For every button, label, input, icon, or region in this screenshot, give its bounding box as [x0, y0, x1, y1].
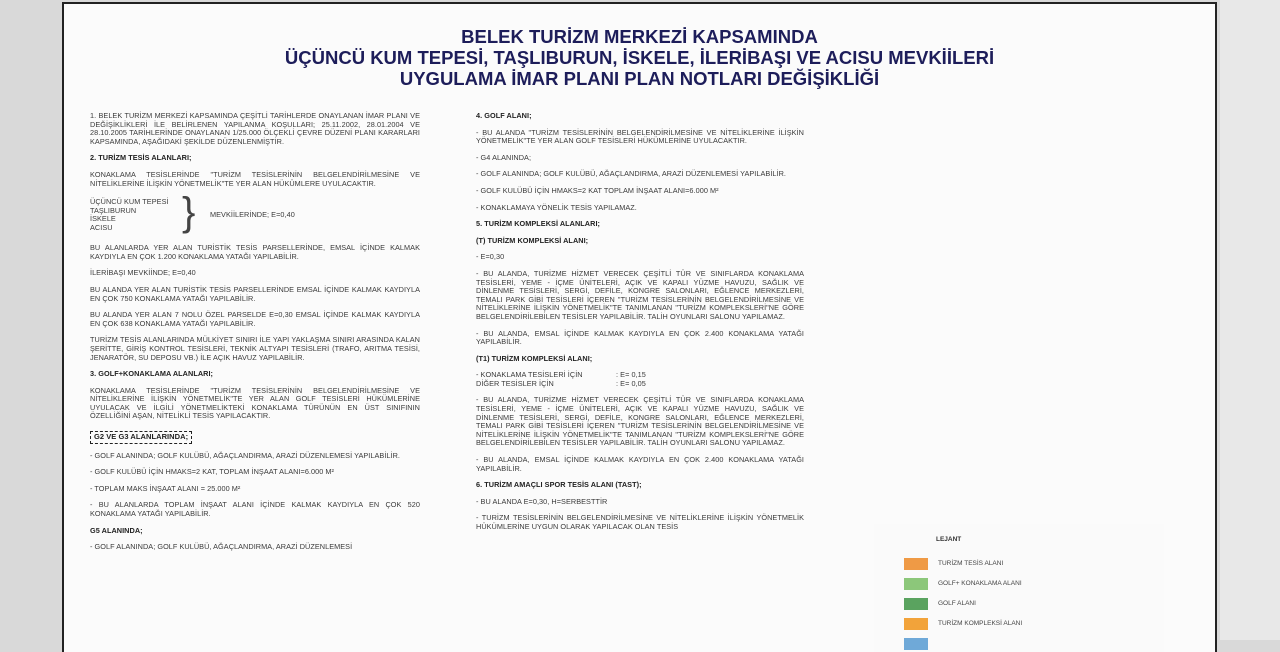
notes-column-left: [90, 112, 420, 560]
emsal-key: - KONAKLAMA TESİSLERİ İÇİN: [476, 370, 583, 380]
legend-title: LEJANT: [936, 536, 962, 543]
location-name: TAŞLIBURUN: [90, 205, 137, 215]
note-paragraph: KONAKLAMA TESİSLERİNDE "TURİZM TESİSLERİNİN BELGELENDİRİLMESİNE VE NİTELİKLERİNE İLİŞKİN YÖNETMELİK"TE YER ALAN HÜKÜMLERE UYULACAKTIR.: [90, 169, 420, 188]
legend-item-turizm-tesis: [904, 558, 1144, 572]
emsal-values: [476, 371, 804, 388]
page-margin: [1220, 0, 1280, 640]
emsal-value: : E= 0,15: [616, 370, 646, 380]
legend-panel: [874, 524, 1164, 652]
legend-label: GOLF+ KONAKLAMA ALANI: [938, 580, 1022, 587]
legend-item-golf: [904, 598, 1144, 612]
section-heading: (T1) TURİZM KOMPLEKSİ ALANI;: [476, 353, 593, 363]
legend-item-partial: [904, 638, 1144, 652]
section-heading: 3. GOLF+KONAKLAMA ALANLARI;: [90, 369, 214, 379]
location-names: [90, 198, 169, 232]
document-title: [64, 26, 1215, 89]
emsal-value: : E= 0,05: [616, 378, 646, 388]
note-paragraph: BU ALANLARDA YER ALAN TURİSTİK TESİS PARSELLERİNDE, EMSAL İÇİNDE KALMAK KAYDIYLA EN ÇOK 1.200 KONAKLAMA YATAĞI YAPILABİLİR.: [90, 243, 420, 261]
section-heading: G5 ALANINDA;: [90, 525, 143, 535]
note-paragraph: - BU ALANDA "TURİZM TESİSLERİNİN BELGELENDİRİLMESİNE VE NİTELİKLERİNE İLİŞKİN YÖNETMELİK"TE YER ALAN GOLF TESİSLERİ HÜKÜMLERİNE UYULACAKTIR.: [476, 127, 804, 146]
note-paragraph: TURİZM TESİS ALANLARINDA MÜLKİYET SINIRI İLE YAPI YAKLAŞMA SINIRI ARASINDA KALAN ŞERİTTE, GİRİŞ KONTROL TESİSLERİ, TEKNİK ALTYAPI TESİSLERİ (TRAFO, ARITMA TESİSİ, JENARATÖR, SU DEPOSU VB.) İLE AÇIK HAVUZ YAPILABİLİR.: [90, 335, 420, 362]
note-paragraph: - GOLF ALANINDA; GOLF KULÜBÜ, AĞAÇLANDIRMA, ARAZİ DÜZENLEMESİ: [90, 542, 353, 552]
boxed-heading: G2 VE G3 ALANLARINDA;: [90, 431, 192, 444]
notes-column-right: [476, 112, 804, 540]
plan-sheet: [62, 2, 1217, 652]
note-paragraph: - GOLF ALANINDA; GOLF KULÜBÜ, AĞAÇLANDIRMA, ARAZİ DÜZENLEMESİ YAPILABİLİR.: [476, 169, 786, 179]
note-paragraph: - BU ALANDA, EMSAL İÇİNDE KALMAK KAYDIYLA EN ÇOK 2.400 KONAKLAMA YATAĞI YAPILABİLİR.: [476, 455, 804, 473]
section-heading: (T) TURİZM KOMPLEKSİ ALANI;: [476, 235, 589, 245]
note-paragraph: - BU ALANDA E=0,30, H=SERBESTTİR: [476, 496, 608, 506]
legend-label: TURİZM KOMPLEKSİ ALANI: [938, 620, 1023, 627]
location-emsal: MEVKİİLERİNDE; E=0,40: [210, 210, 295, 220]
emsal-key: DİĞER TESİSLER İÇİN: [476, 378, 554, 388]
note-paragraph: - E=0,30: [476, 252, 505, 262]
legend-swatch: [904, 558, 928, 570]
title-line-3: UYGULAMA İMAR PLANI PLAN NOTLARI DEĞİŞİKLİĞİ: [399, 68, 880, 89]
section-heading: 2. TURİZM TESİS ALANLARI;: [90, 153, 192, 163]
note-paragraph: - BU ALANDA, TURİZME HİZMET VERECEK ÇEŞİTLİ TÜR VE SINIFLARDA KONAKLAMA TESİSLERİ, YEME - İÇME ÜNİTELERİ, AÇIK VE KAPALI YÜZME HAVUZU, SAĞLIK VE DİNLENME TESİSLERİ, SERGİ, DEFİLE, KONGRE SALONLARI, EĞLENCE MERKEZLERİ, TEMALI PARK GİBİ TESİSLERİ İÇEREN "TURİZM TESİSLERİNİN BELGELENDİRİLMESİNE VE NİTELİKLERİNE İLİŞKİN YÖNETMELİK"TE TANIMLANAN "TURİZM KOMPLEKSLERİ"NE GÖRE BELGELENDİRİLEBİLEN TESİSLER YAPILABİLİR. TALİH OYUNLARI SALONU YAPILAMAZ.: [476, 395, 804, 448]
note-paragraph: 1. BELEK TURİZM MERKEZİ KAPSAMINDA ÇEŞİTLİ TARİHLERDE ONAYLANAN İMAR PLANI VE DEĞİŞİKLİKLERİ İLE BELİRLENEN YAPILANMA KOŞULLARI; 25.11.2002, 28.01.2004 VE 28.10.2005 TARİHLERİNDE ONAYLANAN 1/25.000 ÖLÇEKLİ ÇEVRE DÜZENİ PLANI KARARLARI KAPSAMINDA, AŞAĞIDAKİ ŞEKİLDE DÜZENLENMİŞTİR.: [90, 111, 420, 146]
location-group: [90, 190, 420, 236]
note-paragraph: BU ALANDA YER ALAN TURİSTİK TESİS PARSELLERİNDE EMSAL İÇİNDE KALMAK KAYDIYLA EN ÇOK 750 KONAKLAMA YATAĞI YAPILABİLİR.: [90, 284, 420, 303]
note-paragraph: - BU ALANLARDA TOPLAM İNŞAAT ALANI İÇİNDE KALMAK KAYDIYLA EN ÇOK 520 KONAKLAMA YATAĞI YAPILABİLİR.: [90, 500, 420, 519]
title-line-1: BELEK TURİZM MERKEZİ KAPSAMINDA: [461, 26, 818, 47]
legend-label: GOLF ALANI: [938, 600, 976, 607]
note-paragraph: - KONAKLAMAYA YÖNELİK TESİS YAPILAMAZ.: [476, 202, 637, 212]
note-paragraph: - GOLF KULÜBÜ İÇİN HMAKS=2 KAT TOPLAM İNŞAAT ALANI=6.000 M²: [476, 185, 719, 195]
section-heading: 5. TURİZM KOMPLEKSİ ALANLARI;: [476, 219, 601, 229]
note-paragraph: - TOPLAM MAKS İNŞAAT ALANI = 25.000 M²: [90, 483, 241, 493]
location-name: İSKELE: [90, 214, 116, 224]
legend-item-golf-konaklama: [904, 578, 1144, 592]
legend-label: TURİZM TESİS ALANI: [938, 560, 1004, 567]
note-paragraph: - G4 ALANINDA;: [476, 152, 532, 162]
section-heading: 4. GOLF ALANI;: [476, 111, 532, 120]
note-paragraph: BU ALANDA YER ALAN 7 NOLU ÖZEL PARSELDE E=0,30 EMSAL İÇİNDE KALMAK KAYDIYLA EN ÇOK 638 KONAKLAMA YATAĞI YAPILABİLİR.: [90, 310, 420, 328]
note-paragraph: - GOLF KULÜBÜ İÇİN HMAKS=2 KAT, TOPLAM İNŞAAT ALANI=6.000 M²: [90, 467, 335, 477]
note-paragraph: İLERİBAŞI MEVKİİNDE; E=0,40: [90, 268, 196, 278]
note-paragraph: - BU ALANDA, TURİZME HİZMET VERECEK ÇEŞİTLİ TÜR VE SINIFLARDA KONAKLAMA TESİSLERİ, YEME - İÇME ÜNİTELERİ, AÇIK VE KAPALI YÜZME HAVUZU, SAĞLIK VE DİNLENME TESİSLERİ, SERGİ, DEFİLE, KONGRE SALONLARI, EĞLENCE MERKEZLERİ, TEMALI PARK GİBİ TESİSLERİ İÇEREN "TURİZM TESİSLERİNİN BELGELENDİRİLMESİNE VE NİTELİKLERİNE İLİŞKİN YÖNETMELİK"TE TANIMLANAN "TURİZM KOMPLEKSLERİ"NE GÖRE BELGELENDİRİLEBİLEN TESİSLER YAPILABİLİR. TALİH OYUNLARI SALONU YAPILAMAZ.: [476, 268, 804, 321]
location-name: ACISU: [90, 222, 113, 232]
title-line-2: ÜÇÜNCÜ KUM TEPESİ, TAŞLIBURUN, İSKELE, İLERİBAŞI VE ACISU MEVKİİLERİ: [284, 47, 995, 68]
note-paragraph: KONAKLAMA TESİSLERİNDE "TURİZM TESİSLERİNİN BELGELENDİRİLMESİNE VE NİTELİKLERİNE İLİŞKİN YÖNETMELİK"TE YER ALAN GOLF TESİSLERİ HÜKÜMLERİNE UYULACAK VE İLGİLİ YÖNETMELİKTEKİ KONAKLAMA TÜRÜNÜN EN ÜST SINIFININ ÖZELLİĞİNİ AŞAN, NİTELİKLİ TESİS YAPILACAKTIR.: [90, 385, 420, 421]
note-paragraph: - BU ALANDA, EMSAL İÇİNDE KALMAK KAYDIYLA EN ÇOK 2.400 KONAKLAMA YATAĞI YAPILABİLİR.: [476, 328, 804, 347]
note-paragraph: - TURİZM TESİSLERİNİN BELGELENDİRİLMESİNE VE NİTELİKLERİNE İLİŞKİN YÖNETMELİK HÜKÜMLERİNE UYGUN OLARAK YAPILACAK OLAN TESİS: [476, 513, 804, 531]
brace-symbol: }: [182, 190, 196, 235]
legend-swatch: [904, 598, 928, 610]
legend-swatch: [904, 578, 928, 590]
section-heading: 6. TURİZM AMAÇLI SPOR TESİS ALANI (TAST);: [476, 480, 642, 490]
note-paragraph: - GOLF ALANINDA; GOLF KULÜBÜ, AĞAÇLANDIRMA, ARAZİ DÜZENLEMESİ YAPILABİLİR.: [90, 450, 400, 460]
location-name: ÜÇÜNCÜ KUM TEPESİ: [90, 197, 169, 207]
legend-swatch: [904, 618, 928, 630]
legend-item-turizm-kompleksi: [904, 618, 1144, 632]
